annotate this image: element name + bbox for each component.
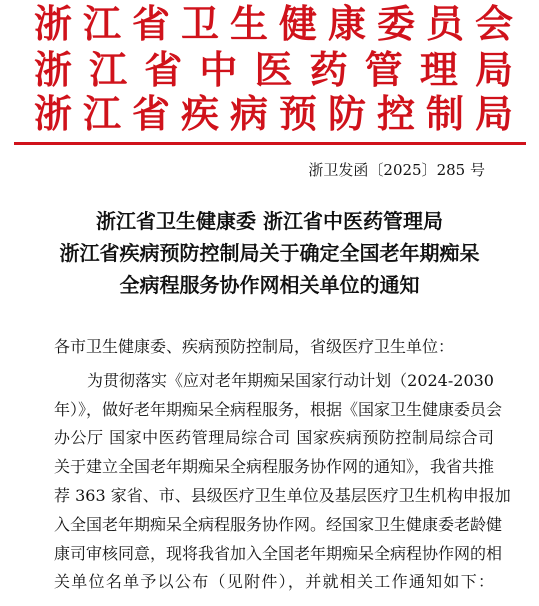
body-text-line: 关于建立全国老年期痴呆全病程服务协作网的通知》，我省共推	[54, 457, 495, 476]
addressee-line: 各市卫生健康委、疾病预防控制局，省级医疗卫生单位：	[54, 337, 455, 356]
issuer-disease-control-bureau: 浙江省疾病预防控制局	[34, 91, 513, 136]
notice-title-line-2: 浙江省疾病预防控制局关于确定全国老年期痴呆	[59, 241, 480, 265]
body-text-line: 为贯彻落实《应对老年期痴呆国家行动计划（2024-2030	[87, 371, 494, 390]
document-number: 浙卫发函〔2025〕285 号	[308, 161, 485, 179]
body-text-line: 康司审核同意，现将我省加入全国老年期痴呆全病程协作网的相	[54, 544, 503, 563]
body-text-line: 关单位名单予以公布（见附件），并就相关工作通知如下：	[54, 572, 494, 591]
red-header-rule	[14, 142, 526, 145]
issuer-tcm-administration: 浙江省中医药管理局	[34, 47, 513, 92]
body-text-line: 荐 363 家省、市、县级医疗卫生单位及基层医疗卫生机构申报加	[54, 486, 511, 505]
body-text-line: 年）》，做好老年期痴呆全病程服务，根据《国家卫生健康委员会	[54, 400, 503, 419]
body-text-line: 入全国老年期痴呆全病程服务协作网。经国家卫生健康委老龄健	[54, 515, 503, 534]
notice-title-line-1: 浙江省卫生健康委 浙江省中医药管理局	[96, 209, 443, 233]
notice-title-line-3: 全病程服务协作网相关单位的通知	[119, 273, 420, 297]
body-text-line: 办公厅 国家中医药管理局综合司 国家疾病预防控制局综合司	[54, 428, 494, 447]
issuer-health-commission: 浙江省卫生健康委员会	[34, 1, 513, 46]
